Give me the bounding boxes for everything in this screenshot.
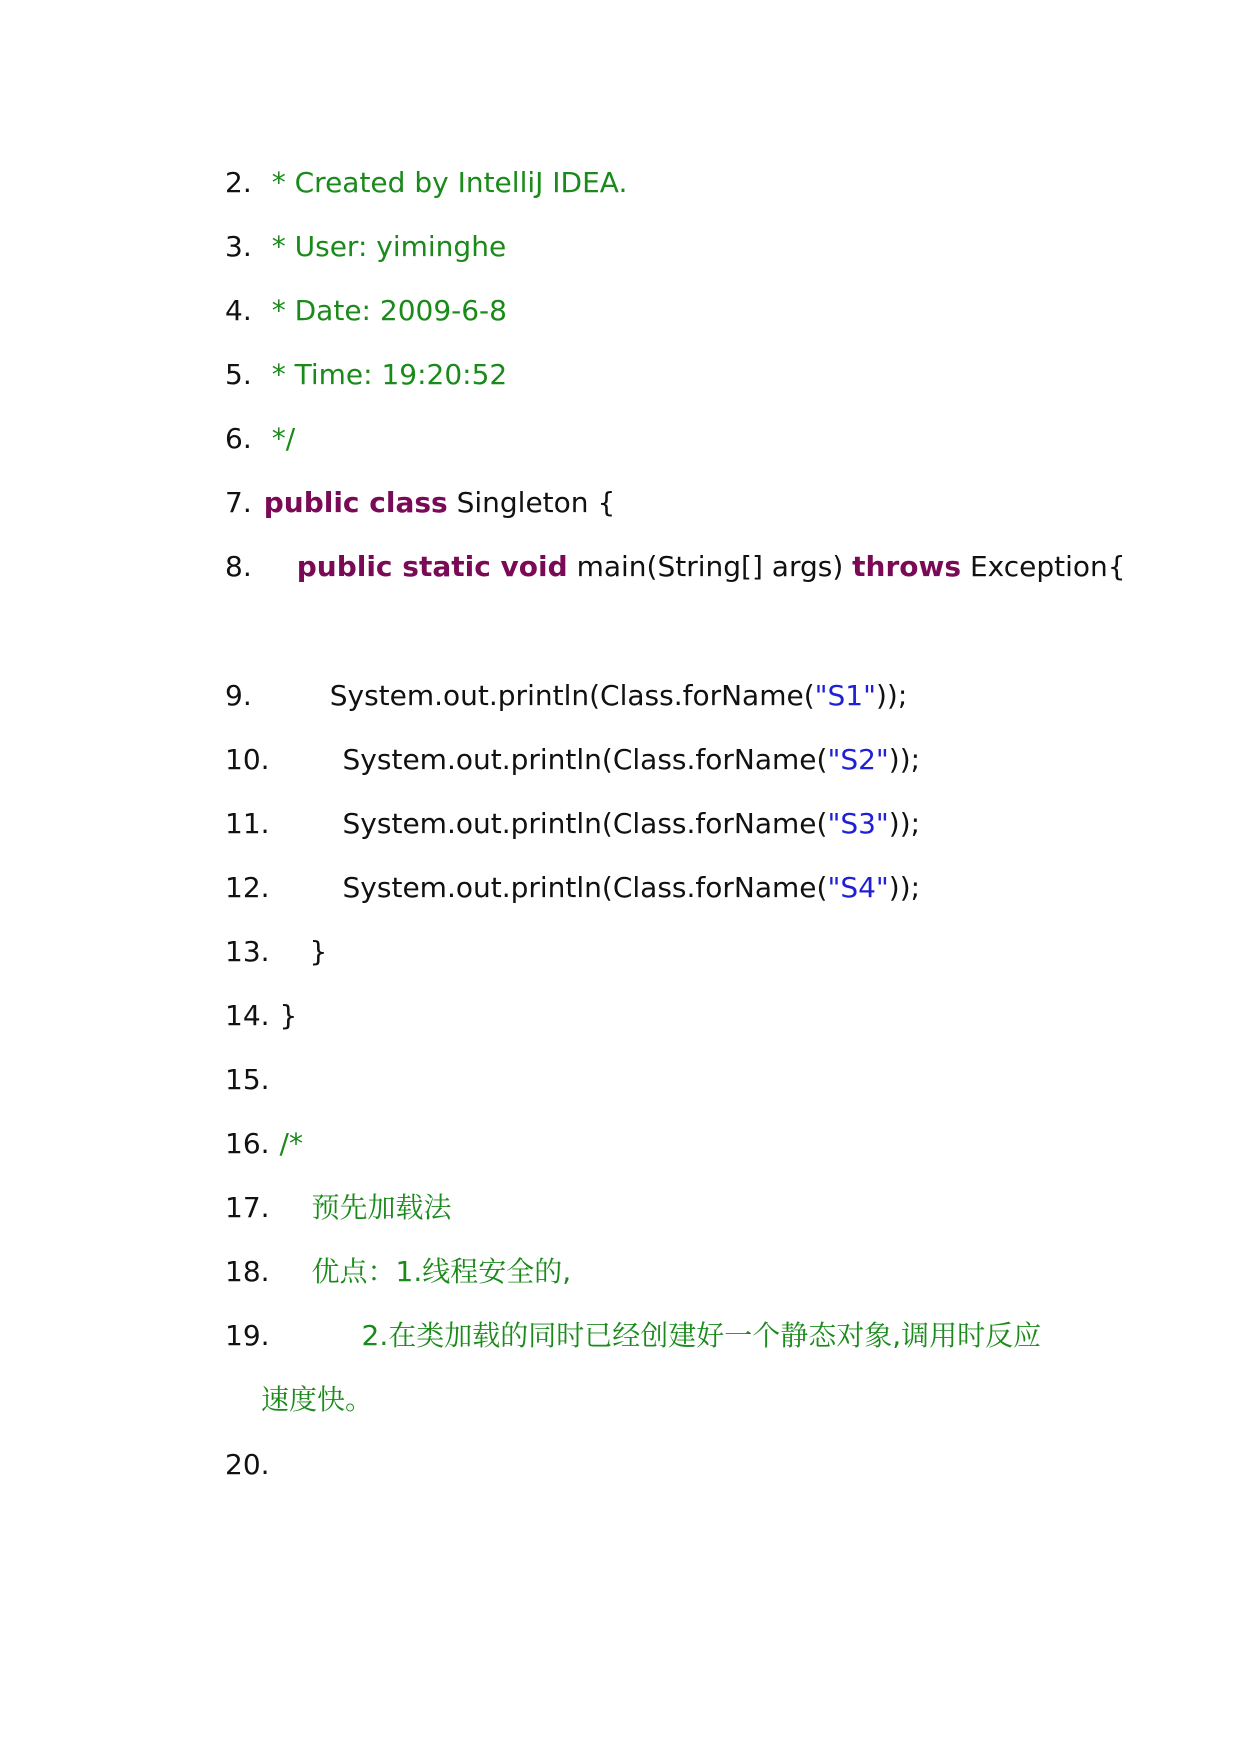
plain-text: main(String[] args)	[567, 550, 853, 583]
line-number: 18.	[225, 1255, 270, 1288]
comment-text: * Date: 2009-6-8	[271, 294, 507, 327]
code-line-2	[225, 163, 627, 203]
code-text	[297, 547, 1126, 587]
comment-text: 预先加载法	[311, 1191, 452, 1224]
code-line-19	[225, 1316, 1041, 1356]
plain-text: Singleton {	[447, 486, 616, 519]
code-line-5	[225, 355, 507, 395]
code-line-9	[225, 676, 907, 716]
comment-text: 2.在类加载的同时已经创建好一个静态对象,调用时反应	[361, 1319, 1042, 1352]
code-text	[343, 804, 921, 844]
line-number: 14.	[225, 999, 270, 1032]
plain-text: }	[279, 999, 298, 1032]
code-line-10	[225, 740, 920, 780]
code-text	[264, 483, 616, 523]
code-text	[272, 355, 508, 395]
string-literal: "S3"	[827, 807, 889, 840]
line-number: 6.	[225, 422, 252, 455]
comment-text: 优点：1.线程安全的,	[311, 1255, 572, 1288]
line-number: 4.	[225, 294, 252, 327]
line-number: 13.	[225, 935, 270, 968]
comment-text: * User: yiminghe	[271, 230, 507, 263]
code-text	[362, 1316, 1042, 1356]
line-number: 19.	[225, 1319, 270, 1352]
line-number: 2.	[225, 166, 252, 199]
line-number: 12.	[225, 871, 270, 904]
comment-text: */	[271, 422, 296, 455]
code-line-14	[225, 996, 297, 1036]
line-number: 3.	[225, 230, 252, 263]
code-line-19-continued	[261, 1380, 373, 1420]
plain-text: ));	[875, 679, 908, 712]
comment-text: * Time: 19:20:52	[271, 358, 508, 391]
line-number: 5.	[225, 358, 252, 391]
code-text	[310, 932, 328, 972]
code-text	[280, 996, 298, 1036]
code-line-7	[225, 483, 615, 523]
plain-text: System.out.println(Class.forName(	[329, 679, 815, 712]
line-number: 16.	[225, 1127, 270, 1160]
code-line-11	[225, 804, 920, 844]
code-line-12	[225, 868, 920, 908]
string-literal: "S1"	[814, 679, 876, 712]
code-line-3	[225, 227, 506, 267]
code-text	[312, 1188, 452, 1228]
plain-text: System.out.println(Class.forName(	[342, 871, 828, 904]
comment-text: /*	[279, 1127, 303, 1160]
code-line-16	[225, 1124, 303, 1164]
code-text	[343, 868, 921, 908]
code-text	[272, 163, 628, 203]
code-line-13	[225, 932, 327, 972]
code-line-20	[225, 1445, 270, 1485]
keyword-text: throws	[852, 550, 962, 583]
plain-text: System.out.println(Class.forName(	[342, 807, 828, 840]
string-literal: "S4"	[827, 871, 889, 904]
code-line-8	[225, 547, 1126, 587]
keyword-text: public static void	[296, 550, 568, 583]
plain-text: System.out.println(Class.forName(	[342, 743, 828, 776]
line-number: 15.	[225, 1063, 270, 1096]
code-line-15	[225, 1060, 270, 1100]
keyword-text: public class	[263, 486, 448, 519]
code-text	[261, 1380, 373, 1420]
code-text	[343, 740, 921, 780]
code-text	[312, 1252, 572, 1292]
code-text	[272, 291, 507, 331]
code-line-18	[225, 1252, 571, 1292]
line-number: 9.	[225, 679, 252, 712]
plain-text: Exception{	[961, 550, 1126, 583]
string-literal: "S2"	[827, 743, 889, 776]
line-number: 20.	[225, 1448, 270, 1481]
code-text	[280, 1124, 303, 1164]
code-line-6	[225, 419, 295, 459]
comment-text: 速度快。	[261, 1383, 374, 1416]
code-text	[272, 227, 506, 267]
plain-text: ));	[888, 807, 921, 840]
code-line-4	[225, 291, 507, 331]
plain-text: }	[309, 935, 328, 968]
comment-text: * Created by IntelliJ IDEA.	[271, 166, 628, 199]
line-number: 7.	[225, 486, 252, 519]
code-text	[272, 419, 295, 459]
code-line-17	[225, 1188, 452, 1228]
line-number: 17.	[225, 1191, 270, 1224]
plain-text: ));	[888, 743, 921, 776]
line-number: 8.	[225, 550, 252, 583]
code-text	[330, 676, 908, 716]
plain-text: ));	[888, 871, 921, 904]
line-number: 10.	[225, 743, 270, 776]
line-number: 11.	[225, 807, 270, 840]
